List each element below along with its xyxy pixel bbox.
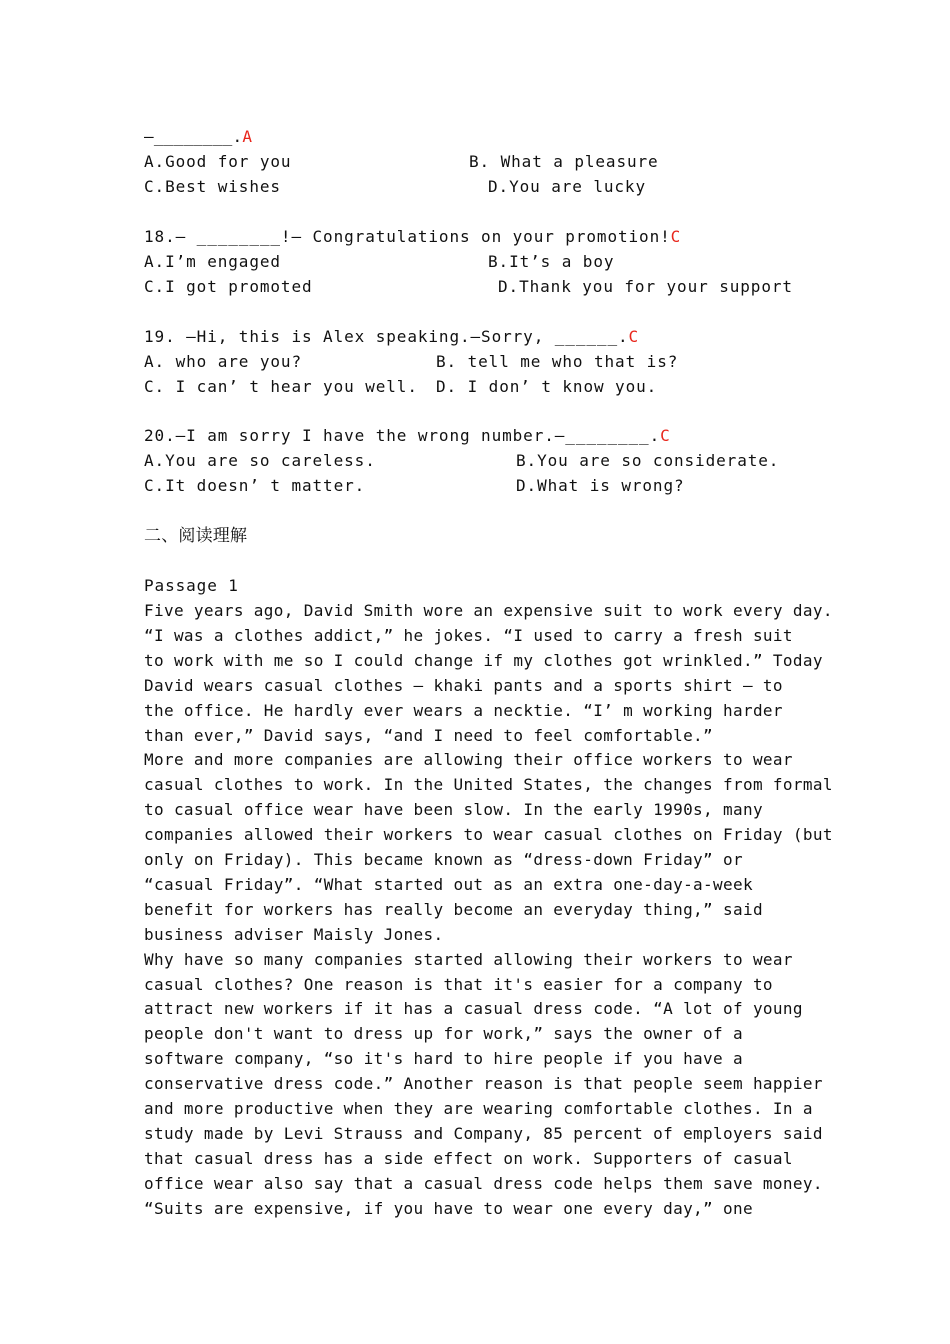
passage-line: Why have so many companies started allowing their workers to wear (144, 950, 793, 969)
q19-option-d: D. I don’ t know you. (436, 377, 658, 396)
passage-line: conservative dress code.” Another reason is that people seem happier (144, 1074, 823, 1093)
section-heading: 二、阅读理解 (144, 526, 248, 546)
q20-option-a: A.You are so careless. (144, 451, 376, 470)
q18-stem (144, 226, 681, 248)
q17-stem (144, 126, 252, 148)
passage-line: casual clothes? One reason is that it's easier for a company to (144, 975, 773, 994)
passage-line: study made by Levi Strauss and Company, 85 percent of employers said (144, 1124, 823, 1143)
q18-options-row1 (144, 251, 615, 273)
q19-stem (144, 326, 639, 348)
q17-answer: A (242, 127, 253, 146)
passage-line: to work with me so I could change if my clothes got wrinkled.” Today (144, 651, 823, 670)
q18-answer: C (670, 227, 682, 246)
passage-line: companies allowed their workers to wear casual clothes on Friday (but (144, 825, 833, 844)
q20-option-c: C.It doesn’ t matter. (144, 476, 366, 495)
q20-options-row1 (144, 450, 780, 472)
passage-line: “Suits are expensive, if you have to wear one every day,” one (144, 1199, 753, 1218)
q20-options-row2 (144, 475, 685, 497)
passage-line: that casual dress has a side effect on work. Supporters of casual (144, 1149, 793, 1168)
q17-stem-text: —________. (144, 127, 243, 146)
q18-option-c: C.I got promoted (144, 277, 313, 296)
passage-line: business adviser Maisly Jones. (144, 925, 444, 944)
q18-option-d: D.Thank you for your support (498, 277, 793, 296)
passage-line: to casual office wear have been slow. In the early 1990s, many (144, 800, 763, 819)
q20-stem-text: 20.—I am sorry I have the wrong number.—________. (144, 426, 661, 445)
q18-stem-text: 18.— ________!— Congratulations on your promotion! (144, 227, 671, 246)
q18-option-a: A.I’m engaged (144, 252, 281, 271)
q19-options-row1 (144, 351, 679, 373)
passage-line: “I was a clothes addict,” he jokes. “I used to carry a fresh suit (144, 626, 793, 645)
passage-line: office wear also say that a casual dress code helps them save money. (144, 1174, 823, 1193)
passage-line: software company, “so it's hard to hire people if you have a (144, 1049, 743, 1068)
q20-answer: C (660, 426, 671, 445)
passage-title: Passage 1 (144, 576, 239, 595)
q17-options-row2 (144, 176, 646, 198)
passage-line: benefit for workers has really become an everyday thing,” said (144, 900, 763, 919)
q19-option-b: B. tell me who that is? (436, 352, 679, 371)
q19-options-row2 (144, 376, 658, 398)
q19-stem-text: 19. —Hi, this is Alex speaking.—Sorry, ______. (144, 327, 629, 346)
passage-line: only on Friday). This became known as “dress-down Friday” or (144, 850, 743, 869)
passage-line: the office. He hardly ever wears a necktie. “I’ m working harder (144, 701, 783, 720)
passage-line: attract new workers if it has a casual dress code. “A lot of young (144, 999, 803, 1018)
passage-line: David wears casual clothes — khaki pants and a sports shirt — to (144, 676, 783, 695)
q19-option-c: C. I can’ t hear you well. (144, 377, 418, 396)
q19-answer: C (628, 327, 640, 346)
q17-option-c: C.Best wishes (144, 177, 281, 196)
q20-option-b: B.You are so considerate. (516, 451, 780, 470)
q20-option-d: D.What is wrong? (516, 476, 685, 495)
q18-option-b: B.It’s a boy (488, 252, 615, 271)
q19-option-a: A. who are you? (144, 352, 302, 371)
q17-option-b: B. What a pleasure (469, 152, 659, 171)
q20-stem (144, 425, 671, 447)
q17-options-row1 (144, 151, 659, 173)
passage-line: More and more companies are allowing their office workers to wear (144, 750, 793, 769)
passage-line: than ever,” David says, “and I need to feel comfortable.” (144, 726, 714, 745)
passage-line: casual clothes to work. In the United States, the changes from formal (144, 775, 833, 794)
q17-option-d: D.You are lucky (488, 177, 646, 196)
passage-line: people don't want to dress up for work,” says the owner of a (144, 1024, 743, 1043)
passage-line: and more productive when they are wearing comfortable clothes. In a (144, 1099, 813, 1118)
passage-line: Five years ago, David Smith wore an expensive suit to work every day. (144, 601, 833, 620)
passage-line: “casual Friday”. “What started out as an extra one-day-a-week (144, 875, 753, 894)
q17-option-a: A.Good for you (144, 152, 292, 171)
q18-options-row2 (144, 276, 793, 298)
